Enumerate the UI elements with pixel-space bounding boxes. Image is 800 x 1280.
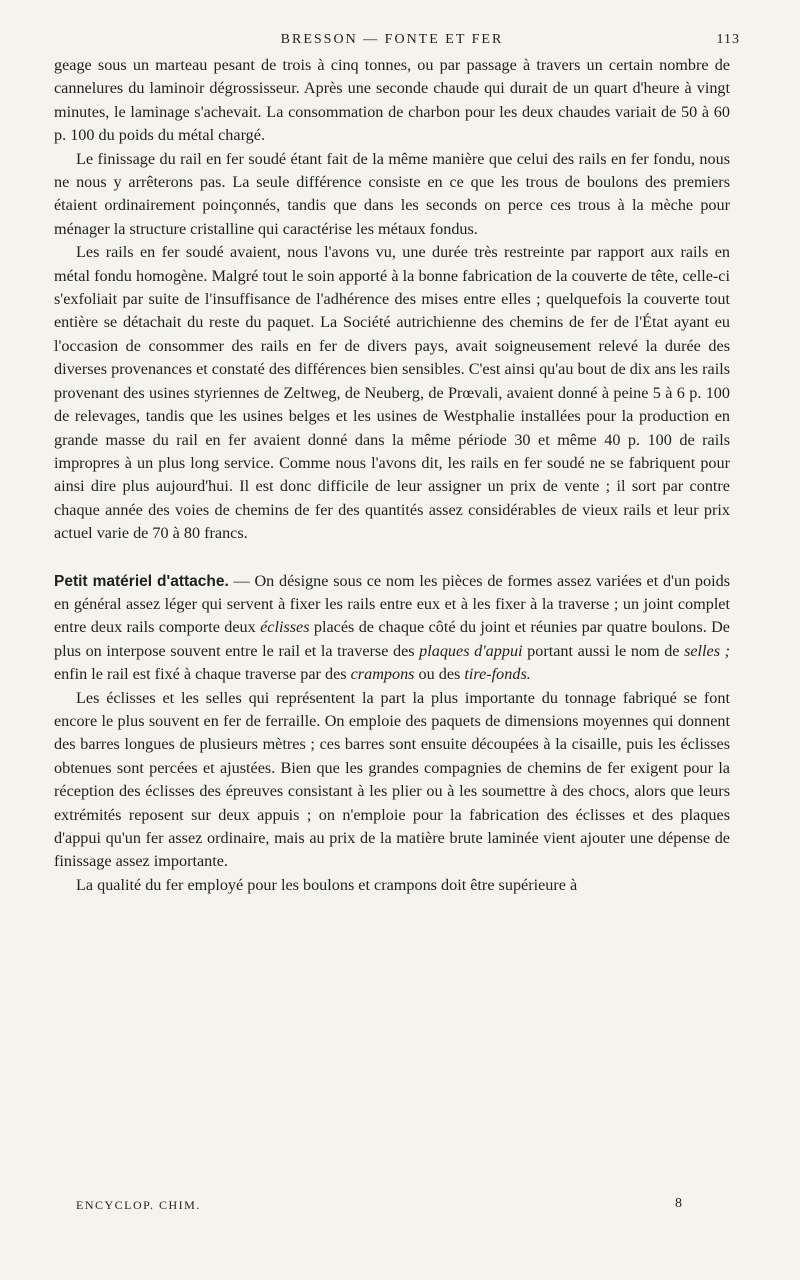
- body-text: [54, 54, 730, 897]
- publication-name: ENCYCLOP. CHIM.: [76, 1198, 201, 1212]
- paragraph-6: La qualité du fer employé pour les boulons et crampons doit être supérieure à: [76, 875, 578, 894]
- paragraph-5: Les éclisses et les selles qui représentent la part la plus importante du tonnage fabriqué se font encore le plus souvent en fer de ferraille. On emploie des paquets de dimensions moyennes qui donnent des barres longues de plusieurs mètres ; ces barres sont ensuite découpées à la cisaille, puis les éclisses obtenues sont percées et ajustées. Bien que les grandes compagnies de chemins de fer exigent pour la réception des éclisses des épreuves consistant à les plier ou à les soumettre à des chocs, alors que leurs extrémités reposent sur deux appuis ; on n'emploie pour la fabrication des éclisses et des plaques d'appui qu'un fer assez ordinaire, mais au prix de la matière brute laminée vient ajouter une dépense de finissage assez importante.: [54, 688, 730, 871]
- page-header: [54, 28, 740, 54]
- term-eclisses: éclisses: [260, 618, 310, 637]
- signature-mark: 8: [675, 1196, 682, 1211]
- term-tire-fonds: tire-fonds.: [464, 665, 531, 684]
- text-run: portant aussi le nom de: [522, 641, 685, 660]
- text-run: — On désigne sous ce nom les pièces de formes assez variées et d'un poids en général assez léger qui servent à fixer les rails entre eux et à les fixer à la traverse ; un joint complet entre deux rails comporte deux: [54, 571, 730, 637]
- page-footer: [76, 1198, 682, 1213]
- text-run: placés de chaque côté du joint et réunies par quatre boulons. De plus on interpose souvent entre le rail et la traverse des: [54, 618, 730, 660]
- term-crampons: crampons: [350, 665, 415, 684]
- section-heading: Petit matériel d'attache.: [54, 572, 229, 590]
- page-number: 113: [716, 32, 740, 47]
- running-title: BRESSON — FONTE ET FER: [280, 32, 504, 47]
- text-run: enfin le rail est fixé à chaque traverse par des: [54, 665, 351, 684]
- paragraph-2: Le finissage du rail en fer soudé étant fait de la même manière que celui des rails en fer fondu, nous ne nous y arrêterons pas. La seule différence consiste en ce que les trous de boulons des premiers étaient ordinairement poinçonnés, tandis que dans les seconds on perce ces trous à la mèche pour ménager la structure cristalline qui caractérise les métaux fondus.: [54, 149, 730, 238]
- paragraph-1: geage sous un marteau pesant de trois à cinq tonnes, ou par passage à travers un certain nombre de cannelures du laminoir dégrossisseur. Après une seconde chaude qui durait de un quart d'heure à vingt minutes, le laminage s'achevait. La consommation de charbon pour les deux chaudes variait de 50 à 60 p. 100 du poids du métal chargé.: [54, 56, 730, 145]
- term-plaques-appui: plaques d'appui: [419, 641, 523, 660]
- paragraph-4-section: [54, 570, 730, 687]
- text-run: ou des: [414, 665, 465, 684]
- paragraph-3: Les rails en fer soudé avaient, nous l'avons vu, une durée très restreinte par rapport aux rails en métal fondu homogène. Malgré tout le soin apporté à la bonne fabrication de la couverte de tête, celle-ci s'exfoliait par suite de l'insuffisance de l'adhérence des mises entre elles ; quelquefois la couverte tout entière se détachait du reste du paquet. La Société autrichienne des chemins de fer de l'État ayant eu l'occasion de consommer des rails en fer de divers pays, avait soigneusement relevé la durée des diverses provenances et constaté des différences bien sensibles. C'est ainsi qu'au bout de dix ans les rails provenant des usines styriennes de Zeltweg, de Neuberg, de Prœvali, avaient donné à peine 5 à 6 p. 100 de relevages, tandis que les usines belges et les usines de Westphalie installées pour la production en grande masse du rail en fer avaient donné dans la même période 30 et même 40 p. 100 de rails impropres à un plus long service. Comme nous l'avons dit, les rails en fer soudé ne se fabriquent pour ainsi dire plus aujourd'hui. Il est donc difficile de leur assigner un prix de vente ; il sort par contre chaque année des voies de chemins de fer des quantités assez considérables de vieux rails et leur prix actuel varie de 70 à 80 francs.: [54, 243, 730, 543]
- term-selles: selles ;: [684, 641, 731, 660]
